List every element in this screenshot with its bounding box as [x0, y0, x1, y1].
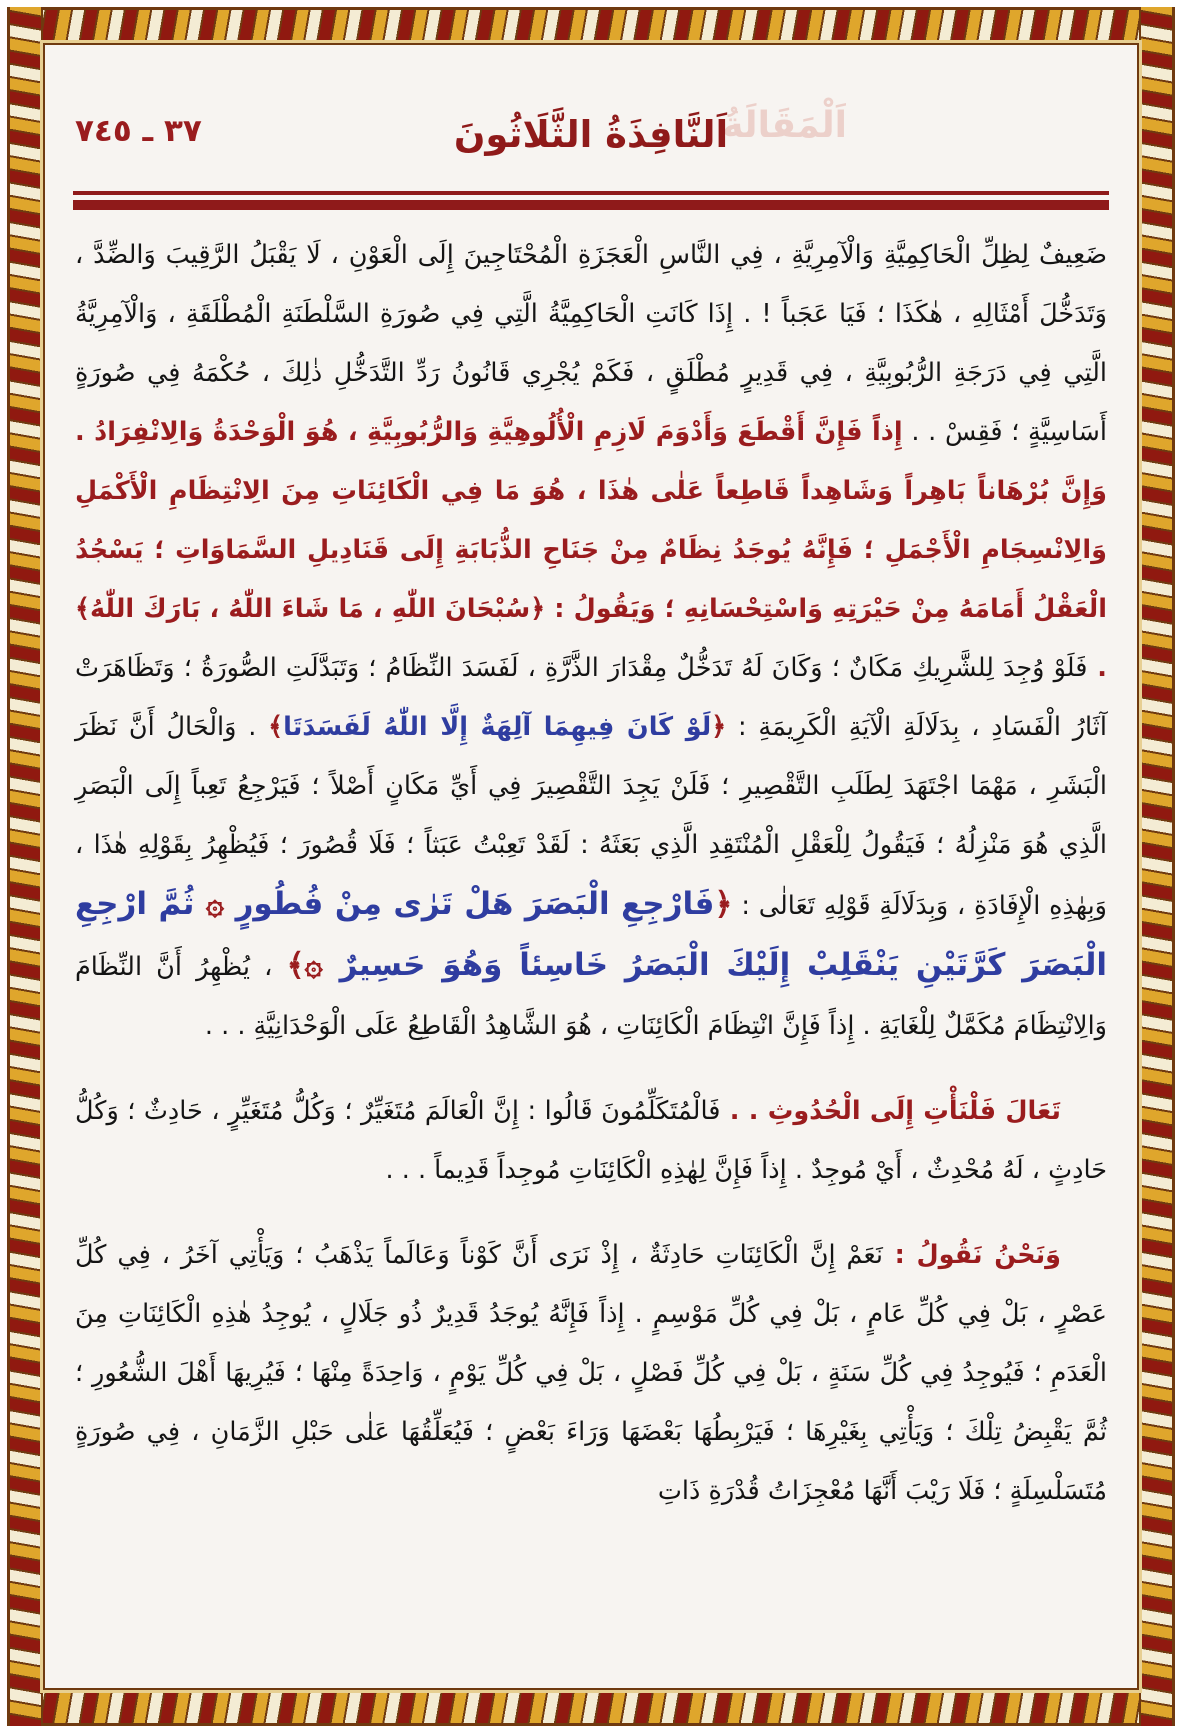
- text-segment-black: نَعَمْ إِنَّ الْكَائِنَاتِ حَادِثَةٌ ، إِذْ نَرَى أَنَّ كَوْناً وَعَالَماً يَذْهَبُ ؛ وَيَأْتِي آخَرُ ، فِي كُلِّ عَصْرٍ ، بَلْ فِي كُلِّ عَامٍ ، بَلْ فِي كُلِّ مَوْسِمٍ . إِذاً فَإِنَّهُ يُوجَدُ قَدِيرٌ ذُو جَلَالٍ ، يُوجِدُ هٰذِهِ الْكَائِنَاتِ مِنَ الْعَدَمِ ؛ فَيُوجِدُ فِي كُلِّ سَنَةٍ ، بَلْ فِي كُلِّ فَصْلٍ ، بَلْ فِي كُلِّ يَوْمٍ ، وَاحِدَةً مِنْهَا ؛ فَيُرِيهَا أَهْلَ الشُّعُورِ ؛ ثُمَّ يَقْبِضُ تِلْكَ ؛ وَيَأْتِي بِغَيْرِهَا ؛ فَيَرْبِطُهَا بَعْضَهَا وَرَاءَ بَعْضٍ ؛ فَيُعَلِّقُهَا عَلٰى حَبْلِ الزَّمَانِ ، فِي صُورَةٍ مُتَسَلْسِلَةٍ ؛ فَلَا رَيْبَ أَنَّهَا مُعْجِزَاتُ قُدْرَةِ ذَاتِ: [75, 1240, 1107, 1506]
- text-segment-red-lg: ۞﴾: [286, 947, 323, 983]
- paragraph: [75, 1226, 1107, 1521]
- paragraph: [75, 226, 1107, 1056]
- page-header: [45, 73, 1137, 181]
- text-segment-black: ، يُظْهِرُ أَنَّ النِّظَامَ وَالِانْتِظَامَ مُكَمَّلٌ لِلْغَايَةِ . إِذاً فَإِنَّ انْتِظَامَ الْكَائِنَاتِ ، هُوَ الشَّاهِدُ الْقَاطِعُ عَلَى الْوَحْدَانِيَّةِ . . .: [75, 952, 1107, 1041]
- paragraph: [75, 1082, 1107, 1200]
- rule-thick: [73, 200, 1109, 210]
- text-segment-black: ضَعِيفٌ لِظِلِّ الْحَاكِمِيَّةِ وَالْآمِرِيَّةِ ، فِي النَّاسِ الْعَجَزَةِ الْمُحْتَاجِينَ إِلَى الْعَوْنِ ، لَا يَقْبَلُ الرَّقِيبَ وَالضِّدَّ ، وَتَدَخُّلَ أَمْثَالِهِ ، هٰكَذَا ؛ فَيَا عَجَباً ! . إِذَا كَانَتِ الْحَاكِمِيَّةُ الَّتِي فِي صُورَةِ السَّلْطَنَةِ الْمُطْلَقَةِ ، وَالْآمِرِيَّةُ الَّتِي فِي دَرَجَةِ الرُّبُوبِيَّةِ ، فِي قَدِيرٍ مُطْلَقٍ ، فَكَمْ يُجْرِي قَانُونُ رَدِّ التَّدَخُّلِ ذٰلِكَ ، حُكْمَهُ فِي صُورَةٍ أَسَاسِيَّةٍ ؛ فَقِسْ . .: [75, 240, 1107, 447]
- text-segment-red: إِذاً فَإِنَّ أَقْطَعَ وَأَدْوَمَ لَازِمِ الْأُلُوهِيَّةِ وَالرُّبُوبِيَّةِ ، هُوَ الْوَحْدَةُ وَالِانْفِرَادُ . وَإِنَّ بُرْهَاناً بَاهِراً وَشَاهِداً قَاطِعاً عَلٰى هٰذَا ، هُوَ مَا فِي الْكَائِنَاتِ مِنَ الِانْتِظَامِ الْأَكْمَلِ وَالِانْسِجَامِ الْأَجْمَلِ ؛ فَإِنَّهُ يُوجَدُ نِظَامٌ مِنْ جَنَاحِ الذُّبَابَةِ إِلَى قَنَادِيلِ السَّمَاوَاتِ ؛ يَسْجُدُ الْعَقْلُ أَمَامَهُ مِنْ حَيْرَتِهِ وَاسْتِحْسَانِهِ ؛ وَيَقُولُ : ﴿سُبْحَانَ اللّٰهِ ، مَا شَاءَ اللّٰهُ ، بَارَكَ اللّٰهُ﴾ .: [75, 417, 1107, 683]
- border-top-chain: [7, 7, 1175, 43]
- text-segment-red: ﴿: [711, 712, 727, 742]
- title-watermark: اَلْمَقَالَةُ: [722, 105, 847, 146]
- border-left-chain: [7, 7, 43, 1726]
- text-segment-blue: لَوْ كَانَ فِيهِمَا آلِهَةٌ إِلَّا اللّٰهُ لَفَسَدَتَا: [283, 712, 712, 742]
- text-segment-red: وَنَحْنُ نَقُولُ :: [882, 1240, 1061, 1270]
- text-segment-blue-lg: فَارْجِعِ الْبَصَرَ هَلْ تَرٰى مِنْ فُطُورٍ: [224, 886, 715, 922]
- text-segment-black: . وَالْحَالُ أَنَّ نَظَرَ الْبَشَرِ ، مَهْمَا اجْتَهَدَ لِطَلَبِ التَّقْصِيرِ ؛ فَلَنْ يَجِدَ التَّقْصِيرَ فِي أَيِّ مَكَانٍ أَصْلاً ؛ فَيَرْجِعُ تَعِباً إِلَى الْبَصَرِ الَّذِي هُوَ مَنْزِلُهُ ؛ فَيَقُولُ لِلْعَقْلِ الْمُنْتَقِدِ الَّذِي بَعَثَهُ : لَقَدْ تَعِبْتُ عَبَثاً ؛ فَلَا قُصُورَ ؛ فَيُظْهِرُ بِقَوْلِهِ هٰذَا ، وَبِهٰذِهِ الْإِفَادَةِ ، وَبِدَلَالَةِ قَوْلِهِ تَعَالٰى :: [75, 712, 1107, 921]
- text-segment-black: فَالْمُتَكَلِّمُونَ قَالُوا : إِنَّ الْعَالَمَ مُتَغَيِّرٌ ؛ وَكُلُّ مُتَغَيِّرٍ ، حَادِثٌ ؛ وَكُلُّ حَادِثٍ ، لَهُ مُحْدِثٌ ، أَيْ مُوجِدٌ . إِذاً فَإِنَّ لِهٰذِهِ الْكَائِنَاتِ مُوجِداً قَدِيماً . . .: [75, 1096, 1107, 1185]
- body-text: [75, 226, 1107, 1521]
- page-sheet: [43, 43, 1139, 1690]
- page-title: اَلنَّافِذَةُ الثَّلَاثُونَ: [453, 113, 729, 156]
- text-segment-red-lg: ﴿: [714, 886, 733, 922]
- border-right-chain: [1139, 7, 1175, 1726]
- border-bottom-chain: [7, 1690, 1175, 1726]
- title-area: [45, 91, 1137, 171]
- text-segment-blue-lg: ثُمَّ ارْجِعِ الْبَصَرَ كَرَّتَيْنِ يَنْقَلِبْ إِلَيْكَ الْبَصَرُ خَاسِئاً وَهُوَ حَسِيرٌ: [75, 886, 1108, 983]
- text-segment-red-lg: ۞: [194, 886, 225, 922]
- double-rule-divider: [73, 191, 1109, 210]
- text-segment-red: تَعَالَ فَلْنَأْتِ إِلَى الْحُدُوثِ . .: [720, 1096, 1061, 1126]
- page-number: ٣٧ ـ ٧٤٥: [75, 113, 202, 149]
- text-segment-red: ﴾: [268, 712, 284, 742]
- text-segment-black: فَلَوْ وُجِدَ لِلشَّرِيكِ مَكَانٌ ؛ وَكَانَ لَهُ تَدَخُّلٌ مِقْدَارَ الذَّرَّةِ ، لَفَسَدَ النِّظَامُ ؛ وَتَبَدَّلَتِ الصُّورَةُ ؛ وَتَظَاهَرَتْ آثَارُ الْفَسَادِ ، بِدَلَالَةِ الْآيَةِ الْكَرِيمَةِ :: [75, 653, 1107, 742]
